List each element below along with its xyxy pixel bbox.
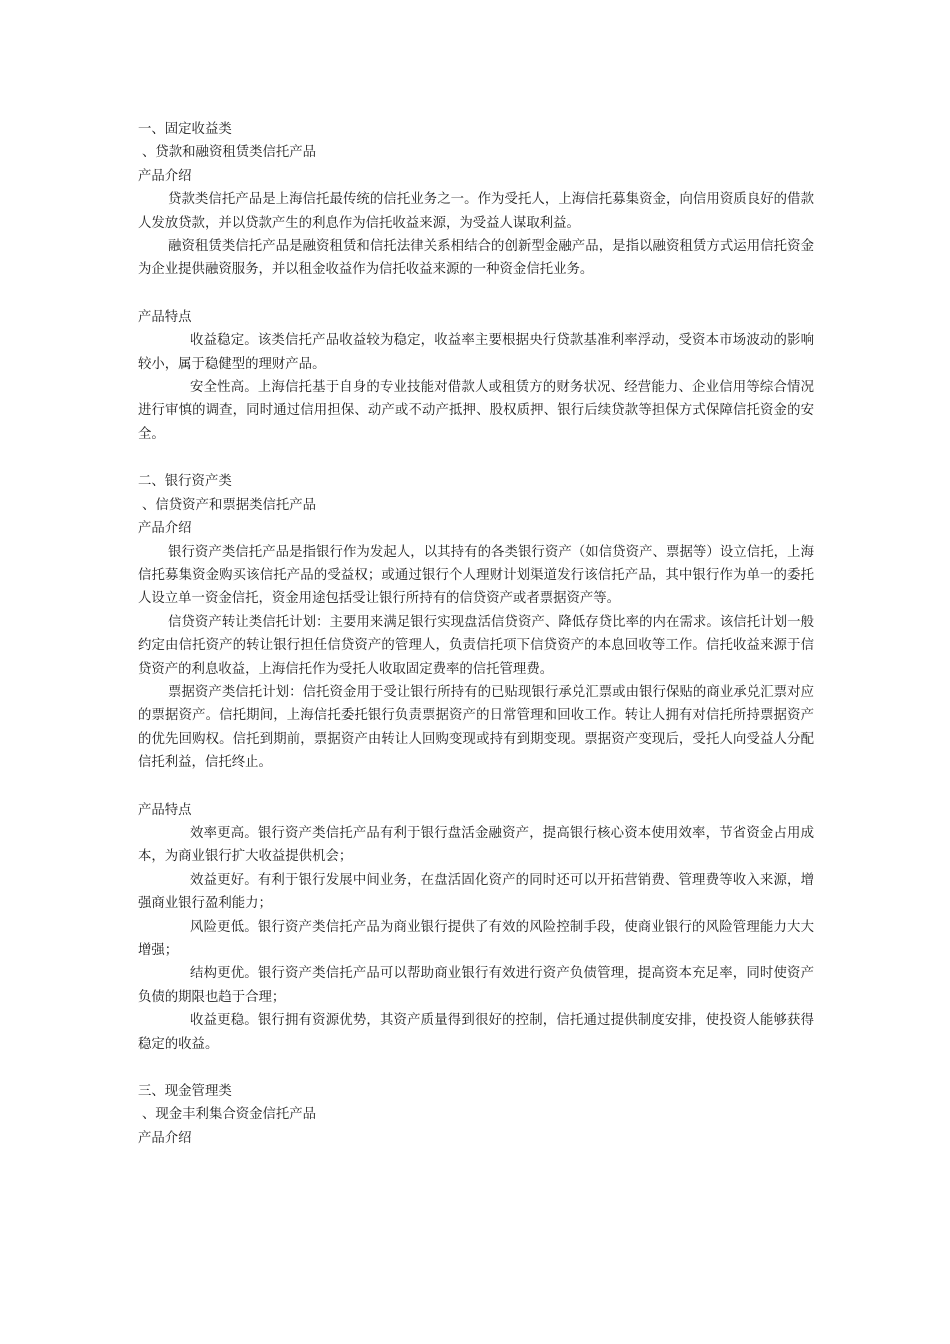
spacer	[138, 446, 814, 470]
intro-paragraph: 票据资产类信托计划：信托资金用于受让银行所持有的已贴现银行承兑汇票或由银行保贴的商业承兑汇票对应的票据资产。信托期间，上海信托委托银行负责票据资产的日常管理和回收工作。转让人拥有对信托所持票据资产的优先回购权。信托到期前，票据资产由转让人回购变现或持有到期变现。票据资产变现后，受托人向受益人分配信托利益，信托终止。	[138, 684, 814, 771]
intro-paragraph: 贷款类信托产品是上海信托最传统的信托业务之一。作为受托人，上海信托募集资金，向信用资质良好的借款人发放贷款，并以贷款产生的利息作为信托收益来源，为受益人谋取利益。	[138, 192, 814, 231]
section-cash-management	[138, 1080, 814, 1150]
feature-paragraph: 效益更好。有利于银行发展中间业务，在盘活固化资产的同时还可以开拓营销费、管理费等收入来源，增强商业银行盈利能力；	[138, 872, 814, 912]
intro-label: 产品介绍	[138, 521, 192, 537]
spacer	[138, 1056, 814, 1080]
intro-paragraph: 银行资产类信托产品是指银行作为发起人，以其持有的各类银行资产（如信贷资产、票据等）设立信托，上海信托募集资金购买该信托产品的受益权；或通过银行个人理财计划渠道发行该信托产品，其中银行作为单一的委托人设立单一资金信托，资金用途包括受让银行所持有的信贷资产或者票据资产等。	[138, 544, 814, 607]
document-page	[138, 118, 814, 1150]
section-heading: 一、固定收益类	[138, 122, 232, 137]
intro-paragraph: 信贷资产转让类信托计划：主要用来满足银行实现盘活信贷资产、降低存贷比率的内在需求。该信托计划一般约定由信托资产的转让银行担任信贷资产的管理人，负责信托项下信贷资产的本息回收等工作。信托收益来源于信贷资产的利息收益，上海信托作为受托人收取固定费率的信托管理费。	[138, 614, 814, 677]
spacer	[138, 775, 814, 799]
intro-label: 产品介绍	[138, 1130, 192, 1146]
feature-paragraph: 收益更稳。银行拥有资源优势，其资产质量得到很好的控制，信托通过提供制度安排，使投资人能够获得稳定的收益。	[138, 1013, 814, 1052]
section-fixed-income	[138, 118, 814, 446]
section-bank-assets	[138, 470, 814, 1056]
feature-label: 产品特点	[138, 802, 192, 818]
section-heading: 三、现金管理类	[138, 1084, 232, 1100]
intro-label: 产品介绍	[138, 168, 192, 184]
feature-label: 产品特点	[138, 309, 192, 325]
section-subheading: 、现金丰利集合资金信托产品	[142, 1107, 317, 1123]
feature-paragraph: 结构更优。银行资产类信托产品可以帮助商业银行有效进行资产负债管理，提高资本充足率，同时使资产负债的期限也趋于合理；	[138, 966, 814, 1005]
feature-paragraph: 效率更高。银行资产类信托产品有利于银行盘活金融资产，提高银行核心资本使用效率，节省资金占用成本，为商业银行扩大收益提供机会；	[138, 825, 814, 865]
feature-paragraph: 安全性高。上海信托基于自身的专业技能对借款人或租赁方的财务状况、经营能力、企业信用等综合情况进行审慎的调查，同时通过信用担保、动产或不动产抵押、股权质押、银行后续贷款等担保方式保障信托资金的安全。	[138, 380, 814, 442]
feature-paragraph: 风险更低。银行资产类信托产品为商业银行提供了有效的风险控制手段，使商业银行的风险管理能力大大增强；	[138, 919, 814, 958]
spacer	[138, 282, 814, 306]
intro-paragraph: 融资租赁类信托产品是融资租赁和信托法律关系相结合的创新型金融产品，是指以融资租赁方式运用信托资金为企业提供融资服务，并以租金收益作为信托收益来源的一种资金信托业务。	[138, 239, 814, 278]
section-subheading: 、贷款和融资租赁类信托产品	[142, 145, 317, 161]
feature-paragraph: 收益稳定。该类信托产品收益较为稳定，收益率主要根据央行贷款基准利率浮动，受资本市场波动的影响较小，属于稳健型的理财产品。	[138, 333, 814, 372]
section-heading: 二、银行资产类	[138, 474, 232, 490]
section-subheading: 、信贷资产和票据类信托产品	[142, 497, 317, 513]
